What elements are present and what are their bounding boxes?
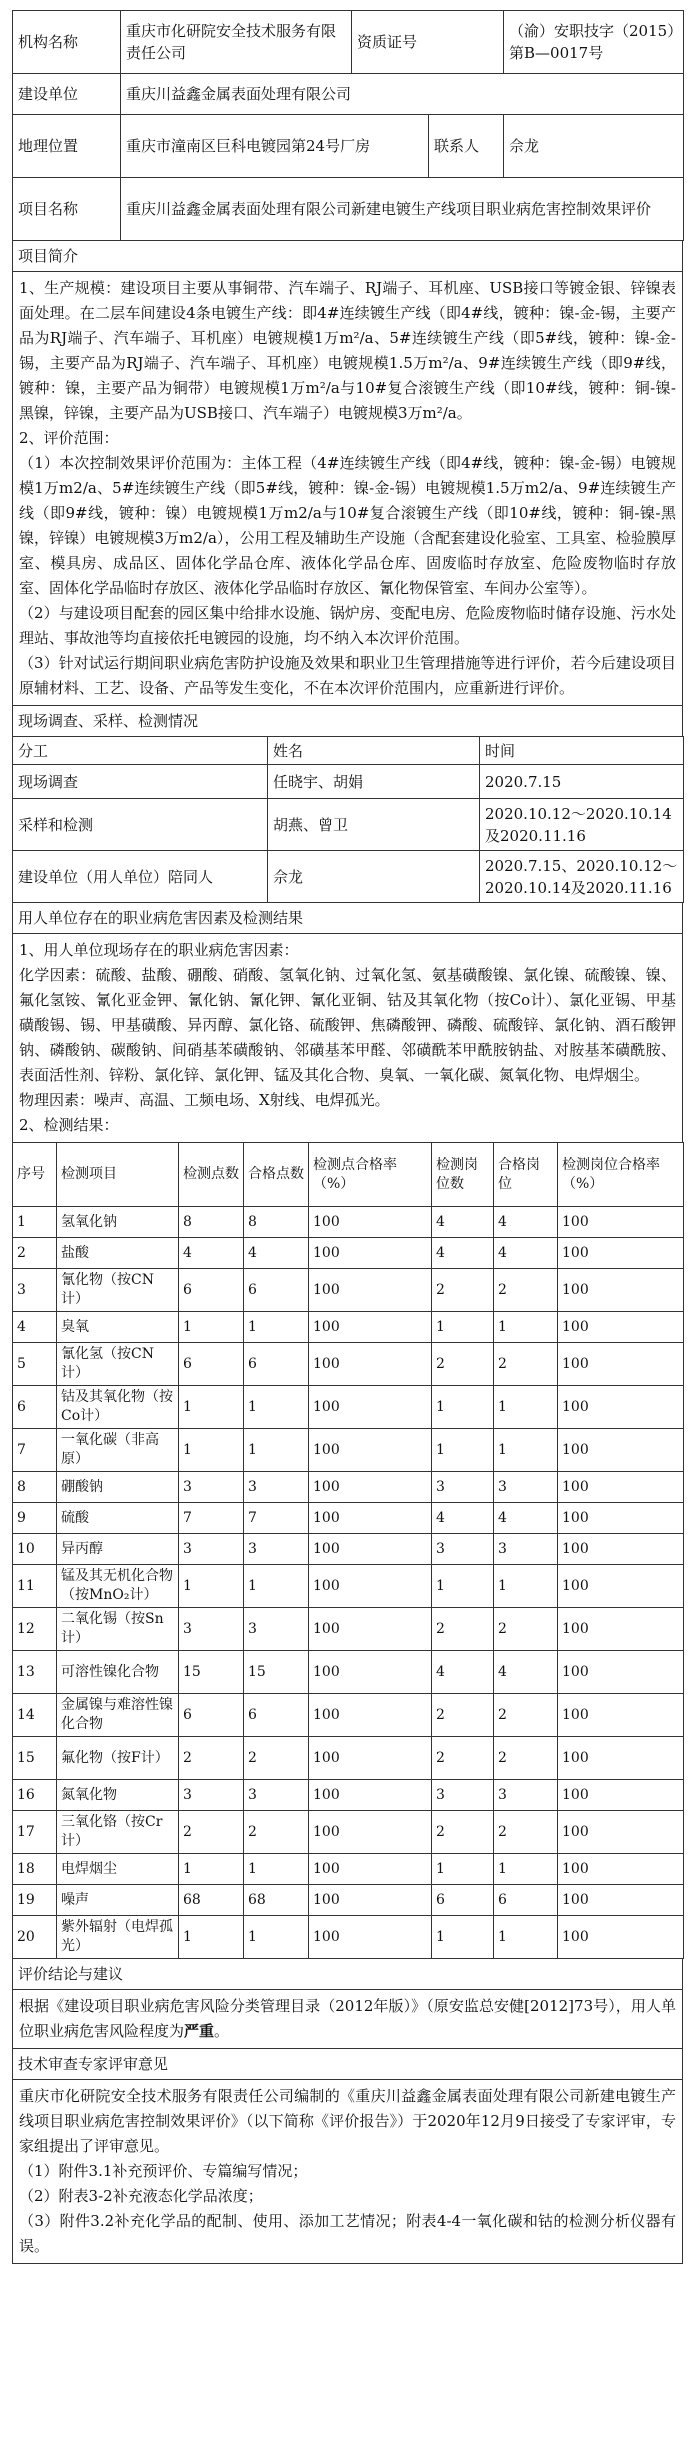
result-no: 16 <box>13 1780 57 1811</box>
project-value: 重庆川益鑫金属表面处理有限公司新建电镀生产线项目职业病危害控制效果评价 <box>121 178 684 241</box>
survey-time: 2020.10.12～2020.10.14及2020.11.16 <box>480 799 684 851</box>
result-point-rate: 100 <box>309 1429 432 1472</box>
result-ok-posts: 1 <box>494 1565 558 1608</box>
hazards-line: 物理因素：噪声、高温、工频电场、X射线、电焊孤光。 <box>19 1091 390 1109</box>
result-no: 5 <box>13 1343 57 1386</box>
survey-row <box>13 765 684 799</box>
results-row <box>13 1269 684 1312</box>
survey-name: 佘龙 <box>268 851 480 903</box>
result-ok-points: 3 <box>244 1608 309 1651</box>
result-posts: 1 <box>432 1854 494 1885</box>
result-ok-posts: 3 <box>494 1780 558 1811</box>
result-item: 噪声 <box>57 1885 179 1916</box>
result-ok-posts: 2 <box>494 1694 558 1737</box>
result-points: 1 <box>179 1916 244 1959</box>
result-points: 68 <box>179 1885 244 1916</box>
results-header: 检测项目 <box>57 1143 179 1207</box>
survey-title: 现场调查、采样、检测情况 <box>13 706 683 737</box>
result-ok-points: 1 <box>244 1854 309 1885</box>
result-ok-posts: 2 <box>494 1343 558 1386</box>
result-item: 硼酸钠 <box>57 1472 179 1503</box>
result-no: 17 <box>13 1811 57 1854</box>
result-no: 9 <box>13 1503 57 1534</box>
result-item: 可溶性镍化合物 <box>57 1651 179 1694</box>
result-post-rate: 100 <box>558 1534 684 1565</box>
results-row <box>13 1780 684 1811</box>
result-item: 紫外辐射（电焊孤光） <box>57 1916 179 1959</box>
result-points: 1 <box>179 1854 244 1885</box>
result-no: 2 <box>13 1238 57 1269</box>
result-point-rate: 100 <box>309 1386 432 1429</box>
result-ok-points: 6 <box>244 1269 309 1312</box>
result-item: 臭氧 <box>57 1312 179 1343</box>
result-ok-points: 3 <box>244 1472 309 1503</box>
result-ok-points: 6 <box>244 1694 309 1737</box>
result-no: 20 <box>13 1916 57 1959</box>
result-ok-points: 2 <box>244 1737 309 1780</box>
result-points: 1 <box>179 1429 244 1472</box>
result-posts: 2 <box>432 1269 494 1312</box>
project-label: 项目名称 <box>13 178 121 241</box>
risk-level: 严重 <box>184 2022 215 2040</box>
hazards-line: 1、用人单位现场存在的职业病危害因素： <box>19 941 299 959</box>
result-posts: 4 <box>432 1503 494 1534</box>
hazards-table <box>12 902 683 1143</box>
unit-label: 建设单位 <box>13 74 121 115</box>
result-no: 8 <box>13 1472 57 1503</box>
survey-task: 建设单位（用人单位）陪同人 <box>13 851 268 903</box>
result-post-rate: 100 <box>558 1472 684 1503</box>
result-posts: 1 <box>432 1312 494 1343</box>
results-row <box>13 1811 684 1854</box>
result-points: 7 <box>179 1503 244 1534</box>
report-page <box>12 10 683 2264</box>
result-no: 13 <box>13 1651 57 1694</box>
review-line: （1）附件3.1补充预评价、专篇编写情况； <box>19 2162 308 2180</box>
result-post-rate: 100 <box>558 1565 684 1608</box>
result-posts: 1 <box>432 1429 494 1472</box>
result-ok-posts: 4 <box>494 1207 558 1238</box>
result-posts: 4 <box>432 1651 494 1694</box>
result-no: 18 <box>13 1854 57 1885</box>
review-body <box>13 2080 683 2264</box>
result-item: 氮氧化物 <box>57 1780 179 1811</box>
conclusion-end: 。 <box>214 2022 230 2040</box>
result-point-rate: 100 <box>309 1694 432 1737</box>
intro-para: （1）本次控制效果评价范围为：主体工程（4#连续镀生产线（即4#线，镀种：镍-金-锡）电镀规模1万m2/a、5#连续镀生产线（即5#线，镀种：镍-金-锡）电镀规模1.5万m2/a、9#连续镀生产线（即9#线，镀种：镍）电镀规模1万m2/a与10#复合滚镀生产线（即10#线，镀种：铜-镍-黑镍，锌镍）电镀规模3万m2/a），公用工程及辅助生产设施（含配套建设化验室、工具室、检验膜厚室、模具房、成品区、固体化学品仓库、液体化学品仓库、固废临时存放室、危险废物临时存放室、固体化学品临时存放区、液体化学品临时存放区、氰化物保管室、车间办公室等）。 <box>19 454 676 597</box>
results-row <box>13 1608 684 1651</box>
result-item: 三氧化铬（按Cr计） <box>57 1811 179 1854</box>
result-ok-points: 1 <box>244 1429 309 1472</box>
results-header: 检测岗位合格率（%） <box>558 1143 684 1207</box>
result-no: 3 <box>13 1269 57 1312</box>
result-ok-posts: 1 <box>494 1854 558 1885</box>
result-posts: 1 <box>432 1386 494 1429</box>
result-posts: 2 <box>432 1694 494 1737</box>
review-line: （3）附件3.2补充化学品的配制、使用、添加工艺情况；附表4-4一氧化碳和钴的检测分析仪器有误。 <box>19 2212 676 2255</box>
result-item: 电焊烟尘 <box>57 1854 179 1885</box>
results-header-row <box>13 1143 684 1207</box>
result-point-rate: 100 <box>309 1343 432 1386</box>
intro-para: 2、评价范围： <box>19 429 119 447</box>
results-body <box>13 1207 684 1959</box>
result-point-rate: 100 <box>309 1503 432 1534</box>
result-post-rate: 100 <box>558 1238 684 1269</box>
result-posts: 2 <box>432 1608 494 1651</box>
result-post-rate: 100 <box>558 1429 684 1472</box>
result-ok-points: 1 <box>244 1565 309 1608</box>
result-ok-posts: 1 <box>494 1916 558 1959</box>
results-table <box>12 1142 684 1959</box>
result-points: 1 <box>179 1565 244 1608</box>
result-post-rate: 100 <box>558 1916 684 1959</box>
conclusion-text: 根据《建设项目职业病危害风险分类管理目录（2012年版）》（原安监总安健[2012]73号），用人单位职业病危害风险程度为 <box>19 1997 676 2040</box>
result-post-rate: 100 <box>558 1885 684 1916</box>
review-title: 技术审查专家评审意见 <box>13 2049 683 2080</box>
result-ok-points: 6 <box>244 1343 309 1386</box>
results-header: 检测岗位数 <box>432 1143 494 1207</box>
result-ok-posts: 1 <box>494 1386 558 1429</box>
result-post-rate: 100 <box>558 1608 684 1651</box>
result-posts: 2 <box>432 1343 494 1386</box>
result-post-rate: 100 <box>558 1737 684 1780</box>
hazards-line: 化学因素：硫酸、盐酸、硼酸、硝酸、氢氧化钠、过氧化氢、氨基磺酸镍、氯化镍、硫酸镍、镍、氟化氢铵、氰化亚金钾、氰化钠、氰化钾、氰化亚铜、钴及其氧化物（按Co计）、氯化亚锡、甲基磺酸锡、锡、甲基磺酸、异丙醇、氯化铬、硫酸钾、焦磷酸钾、磷酸、硫酸锌、氯化钠、酒石酸钾钠、磷酸钠、碳酸钠、间硝基苯磺酸钠、邻磺基苯甲醛、邻磺酰苯甲酰胺钠盐、对胺基苯磺酰胺、表面活性剂、锌粉、氯化锌、氯化钾、锰及其化合物、臭氧、一氧化碳、氮氧化物、电焊烟尘。 <box>19 966 676 1084</box>
result-points: 8 <box>179 1207 244 1238</box>
result-post-rate: 100 <box>558 1386 684 1429</box>
survey-name: 胡燕、曾卫 <box>268 799 480 851</box>
results-row <box>13 1694 684 1737</box>
result-no: 19 <box>13 1885 57 1916</box>
results-row <box>13 1343 684 1386</box>
survey-row <box>13 799 684 851</box>
info-table <box>12 10 684 241</box>
result-post-rate: 100 <box>558 1854 684 1885</box>
result-ok-points: 7 <box>244 1503 309 1534</box>
result-point-rate: 100 <box>309 1207 432 1238</box>
result-ok-posts: 1 <box>494 1429 558 1472</box>
conclusion-body <box>13 1990 683 2049</box>
result-point-rate: 100 <box>309 1565 432 1608</box>
result-point-rate: 100 <box>309 1737 432 1780</box>
result-item: 氟化物（按F计） <box>57 1737 179 1780</box>
results-row <box>13 1207 684 1238</box>
result-points: 4 <box>179 1238 244 1269</box>
result-posts: 3 <box>432 1472 494 1503</box>
results-row <box>13 1472 684 1503</box>
survey-name: 任晓宇、胡娟 <box>268 765 480 799</box>
result-point-rate: 100 <box>309 1811 432 1854</box>
cert-value: （渝）安职技字（2015）第B—0017号 <box>504 11 684 74</box>
results-header: 合格点数 <box>244 1143 309 1207</box>
survey-time: 2020.7.15 <box>480 765 684 799</box>
survey-row <box>13 851 684 903</box>
result-item: 钴及其氧化物（按Co计） <box>57 1386 179 1429</box>
results-row <box>13 1885 684 1916</box>
result-point-rate: 100 <box>309 1651 432 1694</box>
intro-title: 项目简介 <box>13 241 683 272</box>
result-post-rate: 100 <box>558 1651 684 1694</box>
results-row <box>13 1534 684 1565</box>
intro-para: （2）与建设项目配套的园区集中给排水设施、锅炉房、变配电房、危险废物临时储存设施、污水处理站、事故池等均直接依托电镀园的设施，均不纳入本次评价范围。 <box>19 604 676 647</box>
result-points: 3 <box>179 1780 244 1811</box>
result-ok-posts: 3 <box>494 1472 558 1503</box>
result-ok-posts: 2 <box>494 1811 558 1854</box>
conclusion-table <box>12 1958 683 2264</box>
results-header: 序号 <box>13 1143 57 1207</box>
result-ok-points: 15 <box>244 1651 309 1694</box>
intro-table <box>12 240 683 737</box>
result-posts: 6 <box>432 1885 494 1916</box>
result-ok-posts: 4 <box>494 1503 558 1534</box>
result-points: 6 <box>179 1269 244 1312</box>
result-item: 二氧化锡（按Sn计） <box>57 1608 179 1651</box>
result-post-rate: 100 <box>558 1269 684 1312</box>
hazards-title: 用人单位存在的职业病危害因素及检测结果 <box>13 903 683 934</box>
result-ok-posts: 2 <box>494 1737 558 1780</box>
org-value: 重庆市化研院安全技术服务有限责任公司 <box>121 11 352 74</box>
result-item: 氰化物（按CN计） <box>57 1269 179 1312</box>
result-ok-posts: 2 <box>494 1269 558 1312</box>
result-ok-points: 1 <box>244 1312 309 1343</box>
result-ok-posts: 2 <box>494 1608 558 1651</box>
results-row <box>13 1312 684 1343</box>
results-row <box>13 1916 684 1959</box>
addr-label: 地理位置 <box>13 115 121 178</box>
result-points: 2 <box>179 1811 244 1854</box>
results-header: 合格岗位 <box>494 1143 558 1207</box>
unit-value: 重庆川益鑫金属表面处理有限公司 <box>121 74 684 115</box>
result-no: 7 <box>13 1429 57 1472</box>
result-point-rate: 100 <box>309 1269 432 1312</box>
contact-value: 佘龙 <box>504 115 684 178</box>
survey-table <box>12 736 684 903</box>
results-row <box>13 1386 684 1429</box>
review-line: 重庆市化研院安全技术服务有限责任公司编制的《重庆川益鑫金属表面处理有限公司新建电镀生产线项目职业病危害控制效果评价》（以下简称《评价报告》）于2020年12月9日接受了专家评审，专家组提出了评审意见。 <box>19 2087 676 2155</box>
result-posts: 2 <box>432 1811 494 1854</box>
contact-label: 联系人 <box>429 115 504 178</box>
result-post-rate: 100 <box>558 1312 684 1343</box>
result-ok-posts: 1 <box>494 1312 558 1343</box>
result-point-rate: 100 <box>309 1608 432 1651</box>
result-no: 10 <box>13 1534 57 1565</box>
result-point-rate: 100 <box>309 1854 432 1885</box>
result-post-rate: 100 <box>558 1207 684 1238</box>
result-ok-posts: 6 <box>494 1885 558 1916</box>
result-no: 14 <box>13 1694 57 1737</box>
results-row <box>13 1503 684 1534</box>
results-header: 检测点数 <box>179 1143 244 1207</box>
result-points: 3 <box>179 1534 244 1565</box>
addr-value: 重庆市潼南区巨科电镀园第24号厂房 <box>121 115 429 178</box>
result-ok-points: 3 <box>244 1534 309 1565</box>
conclusion-title: 评价结论与建议 <box>13 1959 683 1990</box>
result-post-rate: 100 <box>558 1780 684 1811</box>
result-posts: 4 <box>432 1207 494 1238</box>
result-ok-points: 3 <box>244 1780 309 1811</box>
survey-col-name: 姓名 <box>268 737 480 765</box>
result-points: 6 <box>179 1343 244 1386</box>
hazards-body <box>13 934 683 1143</box>
result-posts: 2 <box>432 1737 494 1780</box>
result-no: 1 <box>13 1207 57 1238</box>
result-point-rate: 100 <box>309 1312 432 1343</box>
survey-time: 2020.7.15、2020.10.12～2020.10.14及2020.11.16 <box>480 851 684 903</box>
result-post-rate: 100 <box>558 1811 684 1854</box>
result-point-rate: 100 <box>309 1916 432 1959</box>
cert-label: 资质证号 <box>352 11 504 74</box>
survey-task: 现场调查 <box>13 765 268 799</box>
hazards-line: 2、检测结果： <box>19 1116 119 1134</box>
result-posts: 1 <box>432 1916 494 1959</box>
result-ok-points: 2 <box>244 1811 309 1854</box>
results-row <box>13 1737 684 1780</box>
result-ok-points: 68 <box>244 1885 309 1916</box>
survey-task: 采样和检测 <box>13 799 268 851</box>
results-row <box>13 1651 684 1694</box>
result-no: 6 <box>13 1386 57 1429</box>
result-item: 锰及其无机化合物（按MnO₂计） <box>57 1565 179 1608</box>
org-label: 机构名称 <box>13 11 121 74</box>
result-points: 1 <box>179 1386 244 1429</box>
result-no: 15 <box>13 1737 57 1780</box>
result-ok-posts: 4 <box>494 1238 558 1269</box>
result-item: 盐酸 <box>57 1238 179 1269</box>
result-item: 硫酸 <box>57 1503 179 1534</box>
result-points: 6 <box>179 1694 244 1737</box>
result-post-rate: 100 <box>558 1503 684 1534</box>
result-item: 异丙醇 <box>57 1534 179 1565</box>
result-posts: 3 <box>432 1780 494 1811</box>
result-point-rate: 100 <box>309 1472 432 1503</box>
result-point-rate: 100 <box>309 1238 432 1269</box>
result-post-rate: 100 <box>558 1343 684 1386</box>
result-point-rate: 100 <box>309 1885 432 1916</box>
intro-para: （3）针对试运行期间职业病危害防护设施及效果和职业卫生管理措施等进行评价，若今后建设项目原辅材料、工艺、设备、产品等发生变化，不在本次评价范围内，应重新进行评价。 <box>19 654 676 697</box>
result-no: 4 <box>13 1312 57 1343</box>
result-point-rate: 100 <box>309 1780 432 1811</box>
result-point-rate: 100 <box>309 1534 432 1565</box>
result-ok-points: 8 <box>244 1207 309 1238</box>
survey-col-time: 时间 <box>480 737 684 765</box>
result-points: 1 <box>179 1312 244 1343</box>
result-posts: 3 <box>432 1534 494 1565</box>
result-item: 氢氧化钠 <box>57 1207 179 1238</box>
result-ok-points: 1 <box>244 1916 309 1959</box>
results-row <box>13 1429 684 1472</box>
result-posts: 1 <box>432 1565 494 1608</box>
results-header: 检测点合格率（%） <box>309 1143 432 1207</box>
result-no: 11 <box>13 1565 57 1608</box>
result-no: 12 <box>13 1608 57 1651</box>
result-points: 3 <box>179 1608 244 1651</box>
result-ok-posts: 3 <box>494 1534 558 1565</box>
review-line: （2）附表3-2补充液态化学品浓度； <box>19 2187 263 2205</box>
result-post-rate: 100 <box>558 1694 684 1737</box>
result-item: 一氧化碳（非高原） <box>57 1429 179 1472</box>
result-item: 氰化氢（按CN计） <box>57 1343 179 1386</box>
result-points: 3 <box>179 1472 244 1503</box>
result-ok-points: 1 <box>244 1386 309 1429</box>
result-points: 15 <box>179 1651 244 1694</box>
result-item: 金属镍与难溶性镍化合物 <box>57 1694 179 1737</box>
survey-col-task: 分工 <box>13 737 268 765</box>
intro-body <box>13 272 683 706</box>
result-ok-posts: 4 <box>494 1651 558 1694</box>
result-ok-points: 4 <box>244 1238 309 1269</box>
results-row <box>13 1854 684 1885</box>
result-points: 2 <box>179 1737 244 1780</box>
results-row <box>13 1238 684 1269</box>
results-row <box>13 1565 684 1608</box>
intro-para: 1、生产规模：建设项目主要从事铜带、汽车端子、RJ端子、耳机座、USB接口等镀金银、锌镍表面处理。在二层车间建设4条电镀生产线：即4#连续镀生产线（即4#线，镀种：镍-金-锡，主要产品为RJ端子、汽车端子、耳机座）电镀规模1万m²/a、5#连续镀生产线（即5#线，镀种：镍-金-锡，主要产品为RJ端子、汽车端子、耳机座）电镀规模1.5万m²/a、9#连续镀生产线（即9#线，镀种：镍，主要产品为铜带）电镀规模1万m²/a与10#复合滚镀生产线（即10#线，镀种：铜-镍-黑镍，锌镍，主要产品为USB接口、汽车端子）电镀规模3万m²/a。 <box>19 279 676 422</box>
result-posts: 4 <box>432 1238 494 1269</box>
